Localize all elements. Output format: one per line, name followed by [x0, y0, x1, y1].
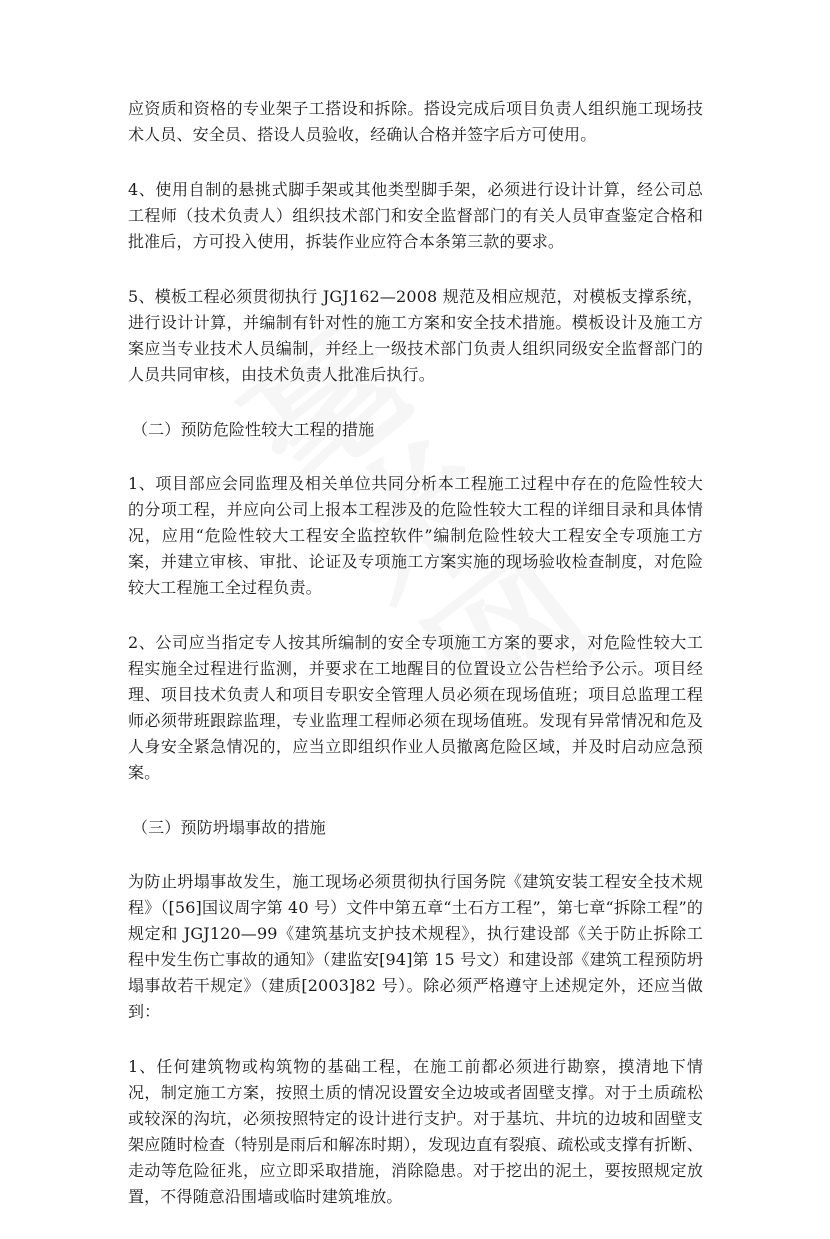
paragraph-item-5-formwork: 5、模板工程必须贯彻执行 JGJ162—2008 规范及相应规范，对模板支撑系统，进行设计计算，并编制有针对性的施工方案和安全技术措施。模板设计及施工方案应当专业技术人员编制，并经上一级技术部门负责人组织同级安全监督部门的人员共同审核，由技术负责人批准后执行。: [128, 287, 703, 384]
paragraph-scaffold-acceptance: 应资质和资格的专业架子工搭设和拆除。搭设完成后项目负责人组织施工现场技术人员、安全员、搭设人员验收，经确认合格并签字后方可使用。: [128, 99, 703, 144]
section-heading-3: （三）预防坍塌事故的措施: [132, 818, 326, 837]
paragraph-collapse-intro: 为防止坍塌事故发生，施工现场必须贯彻执行国务院《建筑安装工程安全技术规程》（[56]国议周字第 40 号）文件中第五章“土石方工程”，第七章“拆除工程”的规定和 JGJ120—99《建筑基坑支护技术规程》，执行建设部《关于防止拆除工程中发生伤亡事故的通知》（建监安[94]第 15 号文）和建设部《建筑工程预防坍塌事故若干规定》（建质[2003]82 号）。除必须严格遵守上述规定外，还应当做到：: [128, 872, 703, 1021]
paragraph-danger-item-2: 2、公司应当指定专人按其所编制的安全专项施工方案的要求，对危险性较大工程实施全过程进行监测，并要求在工地醒目的位置设立公告栏给予公示。项目经理、项目技术负责人和项目专职安全管理人员必须在现场值班；项目总监理工程师必须带班跟踪监理，专业监理工程师必须在现场值班。发现有异常情况和危及人身安全紧急情况的，应当立即组织作业人员撤离危险区域，并及时启动应急预案。: [128, 633, 703, 782]
document-page: [128, 96, 703, 1239]
section-heading-2: （二）预防危险性较大工程的措施: [132, 420, 375, 439]
paragraph-item-4-self-made-scaffold: 4、使用自制的悬挑式脚手架或其他类型脚手架，必须进行设计计算，经公司总工程师（技术负责人）组织技术部门和安全监督部门的有关人员审查鉴定合格和批准后，方可投入使用，拆装作业应符合本条第三款的要求。: [128, 180, 703, 251]
paragraph-collapse-item-1: 1、任何建筑物或构筑物的基础工程，在施工前都必须进行勘察，摸清地下情况，制定施工方案，按照土质的情况设置安全边坡或者固壁支撑。对于土质疏松或较深的沟坑，必须按照特定的设计进行支护。对于基坑、井坑的边坡和固壁支架应随时检查（特别是雨后和解冻时期），发现边直有裂痕、疏松或支撑有折断、走动等危险征兆，应立即采取措施，消除隐患。对于挖出的泥土，要按照规定放置，不得随意沿围墙或临时建筑堆放。: [128, 1057, 703, 1206]
paragraph-danger-item-1: 1、项目部应会同监理及相关单位共同分析本工程施工过程中存在的危险性较大的分项工程，并应向公司上报本工程涉及的危险性较大工程的详细目录和具体情况，应用“危险性较大工程安全监控软件”编制危险性较大工程安全专项施工方案，并建立审核、审批、论证及专项施工方案实施的现场验收检查制度，对危险较大工程施工全过程负责。: [128, 474, 703, 597]
